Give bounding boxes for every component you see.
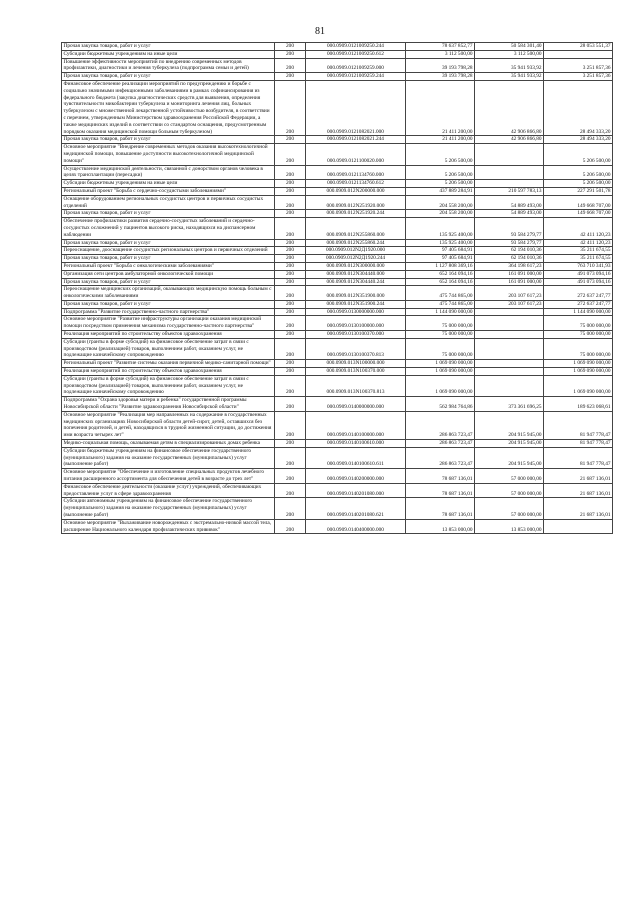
row-amount-federal: 93 584 279,77 xyxy=(475,239,544,247)
row-classification-code: 000.0909.012N255860.000 xyxy=(306,218,406,239)
row-classification-code: 000.0909.013N100370.813 xyxy=(306,375,406,396)
table-row xyxy=(62,498,613,519)
row-name: Субсидии (гранты в форме субсидий) на финансовое обеспечение затрат в связи с производством (реализацией) товаров, выполнением работ, оказанием услуг, не подлежащие казначейскому сопровождению xyxy=(62,375,275,396)
row-amount-regional: 763 710 341,93 xyxy=(544,262,613,270)
row-amount-regional: 75 000 000,00 xyxy=(544,331,613,339)
budget-table-body xyxy=(62,43,613,534)
row-name: Оснащение оборудованием региональных сосудистых центров и первичных сосудистых отделений xyxy=(62,195,275,210)
row-amount-federal: 42 906 866,80 xyxy=(475,80,544,135)
row-amount-total: 13 853 000,00 xyxy=(406,519,475,534)
row-amount-federal: 54 889 493,00 xyxy=(475,210,544,218)
table-row xyxy=(62,58,613,73)
row-amount-regional: 75 000 000,00 xyxy=(544,338,613,359)
row-name: Прочая закупка товаров, работ и услуг xyxy=(62,239,275,247)
table-row xyxy=(62,270,613,278)
table-row xyxy=(62,286,613,301)
table-row xyxy=(62,43,613,51)
row-amount-federal: 35 941 933,92 xyxy=(475,73,544,81)
table-row xyxy=(62,239,613,247)
row-amount-total: 75 000 000,00 xyxy=(406,331,475,339)
row-grbs-code: 200 xyxy=(275,136,306,144)
row-amount-regional: 149 668 707,00 xyxy=(544,195,613,210)
row-amount-federal: 13 853 000,00 xyxy=(475,519,544,534)
row-amount-total: 97 405 684,91 xyxy=(406,247,475,255)
table-row xyxy=(62,50,613,58)
row-name: Субсидии бюджетным учреждениям на иные цели xyxy=(62,50,275,58)
row-amount-regional: 5 206 500,00 xyxy=(544,180,613,188)
row-grbs-code: 200 xyxy=(275,278,306,286)
row-amount-federal xyxy=(475,308,544,316)
row-grbs-code: 200 xyxy=(275,43,306,51)
table-row xyxy=(62,247,613,255)
row-classification-code: 000.0909.012N200000.000 xyxy=(306,187,406,195)
row-name: Переоснащение медицинских организаций, оказывающих медицинскую помощь больным с онкологическими заболеваниями xyxy=(62,286,275,301)
row-grbs-code: 200 xyxy=(275,73,306,81)
row-amount-regional: 272 637 247,77 xyxy=(544,300,613,308)
row-grbs-code: 200 xyxy=(275,440,306,448)
page-number: 81 xyxy=(315,26,325,37)
table-row xyxy=(62,440,613,448)
table-row xyxy=(62,447,613,468)
row-name: Обеспечение профилактики развития сердечно-сосудистых заболеваний и сердечно-сосудистых осложнений у пациентов высокого риска, находящихся на диспансерном наблюдении xyxy=(62,218,275,239)
row-grbs-code: 200 xyxy=(275,300,306,308)
row-amount-federal: 373 361 696,25 xyxy=(475,397,544,412)
row-amount-total: 437 889 284,91 xyxy=(406,187,475,195)
row-amount-regional: 491 073 094,16 xyxy=(544,278,613,286)
row-amount-federal: 161 091 000,00 xyxy=(475,278,544,286)
row-classification-code: 000.0909.013N100370.000 xyxy=(306,368,406,376)
row-amount-federal xyxy=(475,368,544,376)
row-name: Прочая закупка товаров, работ и услуг xyxy=(62,136,275,144)
row-classification-code: 000.0909.0121009250.612 xyxy=(306,50,406,58)
row-name: Основное мероприятие "Внедрение современных методов оказания высокотехнологичной медицинской помощи, повышение доступности высокотехнологичной медицинской помощи" xyxy=(62,144,275,165)
row-classification-code: 000.0909.0140201080.621 xyxy=(306,498,406,519)
row-amount-federal: 161 091 000,00 xyxy=(475,270,544,278)
row-grbs-code: 200 xyxy=(275,447,306,468)
row-amount-regional: 3 251 857,36 xyxy=(544,58,613,73)
row-grbs-code: 200 xyxy=(275,58,306,73)
row-amount-regional: 75 000 000,00 xyxy=(544,316,613,331)
row-amount-regional: 491 073 094,16 xyxy=(544,270,613,278)
row-amount-total: 3 112 500,00 xyxy=(406,50,475,58)
row-grbs-code: 200 xyxy=(275,338,306,359)
row-amount-total: 562 984 764,86 xyxy=(406,397,475,412)
table-row xyxy=(62,360,613,368)
row-amount-regional: 81 947 778,47 xyxy=(544,447,613,468)
table-row xyxy=(62,165,613,180)
row-grbs-code: 200 xyxy=(275,316,306,331)
row-grbs-code: 200 xyxy=(275,195,306,210)
row-classification-code: 000.0909.0121009259.000 xyxy=(306,58,406,73)
row-grbs-code: 200 xyxy=(275,286,306,301)
row-name: Региональный проект "Развитие системы оказания первичной медико-санитарной помощи" xyxy=(62,360,275,368)
table-row xyxy=(62,397,613,412)
row-grbs-code: 200 xyxy=(275,144,306,165)
row-amount-regional xyxy=(544,519,613,534)
row-amount-federal xyxy=(475,375,544,396)
row-amount-regional: 1 069 090 000,00 xyxy=(544,368,613,376)
row-name: Субсидии бюджетным учреждениям на финансовое обеспечение государственного (муниципального) задания на оказание государственных (муниципальных) услуг (выполнение работ) xyxy=(62,447,275,468)
row-amount-federal: 203 107 617,23 xyxy=(475,286,544,301)
row-classification-code: 000.0909.012N351900.000 xyxy=(306,286,406,301)
row-name: Основное мероприятие "Обеспечение и изготовление специальных продуктов лечебного питания расширенного ассортимента для обеспечения детей в возрасте до трех лет" xyxy=(62,469,275,484)
row-amount-federal: 50 584 301,40 xyxy=(475,43,544,51)
row-amount-total: 652 164 094,16 xyxy=(406,278,475,286)
row-amount-total: 135 925 400,00 xyxy=(406,218,475,239)
row-amount-total: 1 069 090 000,00 xyxy=(406,375,475,396)
table-row xyxy=(62,483,613,498)
row-amount-total: 475 744 865,00 xyxy=(406,300,475,308)
row-name: Прочая закупка товаров, работ и услуг xyxy=(62,255,275,263)
row-classification-code: 000.0909.0140100000.000 xyxy=(306,411,406,439)
row-amount-federal: 62 194 010,36 xyxy=(475,247,544,255)
row-grbs-code: 200 xyxy=(275,397,306,412)
row-name: Основное мероприятие "Реализация мер направленных на содержание в государственных медицинских организациях Новосибирской области детей-сирот, детей, оставшихся без попечения родителей, и детей, находящихся в трудной жизненной ситуации, до достижения ими возраста четырех лет" xyxy=(62,411,275,439)
row-name: Переоснащение, дооснащение сосудистых региональных центров и первичных отделений xyxy=(62,247,275,255)
row-amount-total: 5 206 500,00 xyxy=(406,180,475,188)
table-row xyxy=(62,278,613,286)
row-name: Повышение эффективности мероприятий по внедрению современных методов профилактики, диагностики и лечения туберкулеза (подпрограмма семьи и детей) xyxy=(62,58,275,73)
table-row xyxy=(62,331,613,339)
row-grbs-code: 200 xyxy=(275,210,306,218)
row-amount-federal: 54 889 493,00 xyxy=(475,195,544,210)
row-amount-federal xyxy=(475,338,544,359)
row-amount-federal xyxy=(475,331,544,339)
row-classification-code: 000.0909.0130100000.000 xyxy=(306,316,406,331)
row-name: Прочая закупка товаров, работ и услуг xyxy=(62,300,275,308)
row-amount-federal: 204 915 945,00 xyxy=(475,440,544,448)
row-amount-federal: 210 597 783,13 xyxy=(475,187,544,195)
row-classification-code: 000.0909.0140400000.000 xyxy=(306,519,406,534)
table-row xyxy=(62,195,613,210)
row-classification-code: 000.0909.0140000000.000 xyxy=(306,397,406,412)
row-amount-federal: 57 000 000,00 xyxy=(475,483,544,498)
row-amount-total: 75 000 000,00 xyxy=(406,316,475,331)
row-grbs-code: 200 xyxy=(275,50,306,58)
table-row xyxy=(62,469,613,484)
table-row xyxy=(62,144,613,165)
row-grbs-code: 200 xyxy=(275,519,306,534)
row-amount-total: 78 687 136,01 xyxy=(406,498,475,519)
row-name: Реализация мероприятий по строительству объектов здравоохранения xyxy=(62,331,275,339)
table-row xyxy=(62,210,613,218)
row-name: Региональный проект "Борьба с сердечно-сосудистыми заболеваниями" xyxy=(62,187,275,195)
row-grbs-code: 200 xyxy=(275,360,306,368)
row-amount-regional: 42 411 120,23 xyxy=(544,218,613,239)
row-grbs-code: 200 xyxy=(275,308,306,316)
row-grbs-code: 200 xyxy=(275,270,306,278)
budget-table xyxy=(61,42,613,534)
row-amount-regional: 81 947 778,47 xyxy=(544,411,613,439)
row-amount-total: 475 744 865,00 xyxy=(406,286,475,301)
row-amount-total: 39 193 798,28 xyxy=(406,73,475,81)
row-grbs-code: 200 xyxy=(275,180,306,188)
row-amount-federal: 204 915 945,00 xyxy=(475,447,544,468)
row-amount-total: 1 069 090 000,00 xyxy=(406,360,475,368)
row-amount-federal: 204 915 945,00 xyxy=(475,411,544,439)
table-row xyxy=(62,411,613,439)
row-classification-code: 000.0909.0121009250.244 xyxy=(306,43,406,51)
row-amount-regional: 1 069 090 000,00 xyxy=(544,360,613,368)
table-row xyxy=(62,255,613,263)
table-row xyxy=(62,180,613,188)
row-grbs-code: 200 xyxy=(275,262,306,270)
row-name: Субсидии автономным учреждениям на финансовое обеспечение государственного (муниципального) задания на оказание государственных (муниципальных) услуг (выполнение работ) xyxy=(62,498,275,519)
row-amount-total: 652 164 094,16 xyxy=(406,270,475,278)
row-name: Реализация мероприятий по строительству объектов здравоохранения xyxy=(62,368,275,376)
row-amount-federal: 35 941 933,92 xyxy=(475,58,544,73)
row-name: Субсидии бюджетным учреждениям на иные цели xyxy=(62,180,275,188)
row-name: Медико-социальная помощь, оказываемая детям в специализированных домах ребенка xyxy=(62,440,275,448)
row-grbs-code: 200 xyxy=(275,255,306,263)
row-grbs-code: 200 xyxy=(275,80,306,135)
table-row xyxy=(62,136,613,144)
table-row xyxy=(62,187,613,195)
row-amount-federal: 57 000 000,00 xyxy=(475,469,544,484)
row-amount-total: 21 411 200,00 xyxy=(406,80,475,135)
row-name: Основное мероприятие "Развитие инфраструктуры организации оказания медицинской помощи посредством применения механизма государственно-частного партнерства" xyxy=(62,316,275,331)
row-amount-federal xyxy=(475,165,544,180)
row-amount-regional: 81 947 778,47 xyxy=(544,440,613,448)
row-amount-regional: 227 291 501,78 xyxy=(544,187,613,195)
row-amount-federal: 203 107 617,23 xyxy=(475,300,544,308)
row-amount-total: 5 206 500,00 xyxy=(406,144,475,165)
row-classification-code: 000.0909.0121134760.000 xyxy=(306,165,406,180)
row-amount-total: 135 925 400,00 xyxy=(406,239,475,247)
row-amount-regional: 28 053 551,37 xyxy=(544,43,613,51)
row-classification-code: 000.0909.0140100610.000 xyxy=(306,440,406,448)
row-name: Основное мероприятие "Выхаживание новорожденных с экстремально-низкой массой тела, расширение Национального календаря профилактических прививок" xyxy=(62,519,275,534)
row-grbs-code: 200 xyxy=(275,331,306,339)
row-classification-code: 000.0909.0130000000.000 xyxy=(306,308,406,316)
row-classification-code: 000.0909.0130100370.000 xyxy=(306,331,406,339)
row-grbs-code: 200 xyxy=(275,239,306,247)
row-classification-code: 000.0909.013N100000.000 xyxy=(306,360,406,368)
row-grbs-code: 200 xyxy=(275,165,306,180)
row-amount-regional: 35 211 674,55 xyxy=(544,247,613,255)
row-name: Подпрограмма "Развитие государственно-частного партнерства" xyxy=(62,308,275,316)
table-row xyxy=(62,73,613,81)
row-amount-regional: 42 411 120,23 xyxy=(544,239,613,247)
row-amount-federal: 42 906 866,80 xyxy=(475,136,544,144)
row-amount-total: 1 069 090 000,00 xyxy=(406,368,475,376)
row-amount-total: 204 558 200,00 xyxy=(406,195,475,210)
row-amount-total: 1 144 090 000,00 xyxy=(406,308,475,316)
row-grbs-code: 200 xyxy=(275,218,306,239)
row-amount-total: 5 206 500,00 xyxy=(406,165,475,180)
row-amount-total: 75 000 000,00 xyxy=(406,338,475,359)
row-amount-total: 39 193 798,28 xyxy=(406,58,475,73)
row-amount-regional: 272 637 247,77 xyxy=(544,286,613,301)
table-row xyxy=(62,375,613,396)
row-name: Финансовое обеспечение реализации мероприятий по предупреждению и борьбе с социально значимыми инфекционными заболеваниями в рамках софинансирования из федерального бюджета (закупка диагностических средств для выявления, определения чувствительности микобактерии туберкулеза и мониторинга лечения лиц, больных туберкулезом с множественной лекарственной устойчивостью возбудителя, в соответствии с перечнем, утвержденным Министерством здравоохранения Российской Федерации, а также медицинских изделий в соответствии со стандартом оснащения, предусмотренным порядком оказания медицинской помощи больным туберкулезом) xyxy=(62,80,275,135)
row-amount-federal: 93 584 279,77 xyxy=(475,218,544,239)
row-classification-code: 000.0909.0121009259.244 xyxy=(306,73,406,81)
row-amount-regional: 21 687 136,01 xyxy=(544,483,613,498)
row-name: Субсидии (гранты в форме субсидий) на финансовое обеспечение затрат в связи с производством (реализацией) товаров, выполнением работ, оказанием услуг, не подлежащие казначейскому сопровождению xyxy=(62,338,275,359)
row-classification-code: 000.0909.012N2Д1920.244 xyxy=(306,255,406,263)
row-amount-total: 78 637 852,77 xyxy=(406,43,475,51)
row-classification-code: 000.0909.0140200000.000 xyxy=(306,469,406,484)
table-row xyxy=(62,519,613,534)
table-row xyxy=(62,262,613,270)
row-amount-regional: 149 668 707,00 xyxy=(544,210,613,218)
table-row xyxy=(62,316,613,331)
row-amount-regional: 28 494 333,20 xyxy=(544,136,613,144)
row-grbs-code: 200 xyxy=(275,469,306,484)
table-row xyxy=(62,218,613,239)
row-name: Финансовое обеспечение деятельности (оказание услуг) учреждений, обеспечивающих предоставление услуг в сфере здравоохранения xyxy=(62,483,275,498)
row-amount-federal xyxy=(475,180,544,188)
row-amount-regional: 35 211 674,55 xyxy=(544,255,613,263)
row-amount-federal: 57 000 000,00 xyxy=(475,498,544,519)
row-amount-total: 78 687 136,01 xyxy=(406,483,475,498)
row-classification-code: 000.0909.012N2Д1920.000 xyxy=(306,247,406,255)
row-classification-code: 000.0909.012N251920.000 xyxy=(306,195,406,210)
row-grbs-code: 200 xyxy=(275,411,306,439)
row-amount-regional xyxy=(544,50,613,58)
table-row xyxy=(62,80,613,135)
table-row xyxy=(62,300,613,308)
row-grbs-code: 200 xyxy=(275,247,306,255)
row-amount-regional: 3 251 857,36 xyxy=(544,73,613,81)
row-amount-regional: 21 687 136,01 xyxy=(544,498,613,519)
row-name: Прочая закупка товаров, работ и услуг xyxy=(62,73,275,81)
row-grbs-code: 200 xyxy=(275,187,306,195)
row-classification-code: 000.0909.0140201080.000 xyxy=(306,483,406,498)
row-amount-federal xyxy=(475,144,544,165)
row-name: Прочая закупка товаров, работ и услуг xyxy=(62,278,275,286)
row-grbs-code: 200 xyxy=(275,375,306,396)
row-amount-total: 78 687 136,01 xyxy=(406,469,475,484)
row-grbs-code: 200 xyxy=(275,368,306,376)
row-name: Прочая закупка товаров, работ и услуг xyxy=(62,43,275,51)
row-name: Подпрограмма "Охрана здоровья матери и ребенка" государственной программы Новосибирской области "Развитие здравоохранения Новосибирской области" xyxy=(62,397,275,412)
row-classification-code: 000.0909.012N255860.244 xyxy=(306,239,406,247)
row-classification-code: 000.0909.0121082021.000 xyxy=(306,80,406,135)
row-amount-total: 286 863 723,47 xyxy=(406,440,475,448)
row-classification-code: 000.0909.012N304440.000 xyxy=(306,270,406,278)
table-row xyxy=(62,338,613,359)
row-classification-code: 000.0909.0140100610.611 xyxy=(306,447,406,468)
row-amount-regional: 189 623 068,61 xyxy=(544,397,613,412)
row-amount-regional: 1 069 090 000,00 xyxy=(544,375,613,396)
row-classification-code: 000.0909.012N300000.000 xyxy=(306,262,406,270)
row-name: Региональный проект "Борьба с онкологическими заболеваниями" xyxy=(62,262,275,270)
row-amount-federal: 364 198 617,23 xyxy=(475,262,544,270)
row-classification-code: 000.0909.012N304440.244 xyxy=(306,278,406,286)
row-amount-federal xyxy=(475,316,544,331)
row-name: Прочая закупка товаров, работ и услуг xyxy=(62,210,275,218)
row-grbs-code: 200 xyxy=(275,483,306,498)
row-classification-code: 000.0909.0121082021.244 xyxy=(306,136,406,144)
row-amount-regional: 28 494 333,20 xyxy=(544,80,613,135)
row-classification-code: 000.0909.0130100370.813 xyxy=(306,338,406,359)
row-classification-code: 000.0909.0121100020.000 xyxy=(306,144,406,165)
row-amount-regional: 5 206 500,00 xyxy=(544,144,613,165)
row-classification-code: 000.0909.0121134760.612 xyxy=(306,180,406,188)
row-name: Осуществление медицинской деятельности, связанной с донорством органов человека в целях трансплантации (пересадки) xyxy=(62,165,275,180)
row-amount-total: 204 558 200,00 xyxy=(406,210,475,218)
row-amount-total: 97 405 684,91 xyxy=(406,255,475,263)
row-amount-federal: 3 112 500,00 xyxy=(475,50,544,58)
row-amount-total: 286 863 723,47 xyxy=(406,411,475,439)
row-grbs-code: 200 xyxy=(275,498,306,519)
row-name: Организация сети центров амбулаторной онкологической помощи xyxy=(62,270,275,278)
row-amount-regional: 5 206 500,00 xyxy=(544,165,613,180)
row-amount-total: 286 863 723,47 xyxy=(406,447,475,468)
row-amount-total: 1 127 808 369,16 xyxy=(406,262,475,270)
row-amount-regional: 21 687 136,01 xyxy=(544,469,613,484)
row-amount-federal: 62 194 010,36 xyxy=(475,255,544,263)
row-amount-regional: 1 144 090 000,00 xyxy=(544,308,613,316)
row-amount-federal xyxy=(475,360,544,368)
table-row xyxy=(62,308,613,316)
table-row xyxy=(62,368,613,376)
row-classification-code: 000.0909.012N251920.244 xyxy=(306,210,406,218)
row-amount-total: 21 411 200,00 xyxy=(406,136,475,144)
row-classification-code: 000.0909.012N351900.244 xyxy=(306,300,406,308)
